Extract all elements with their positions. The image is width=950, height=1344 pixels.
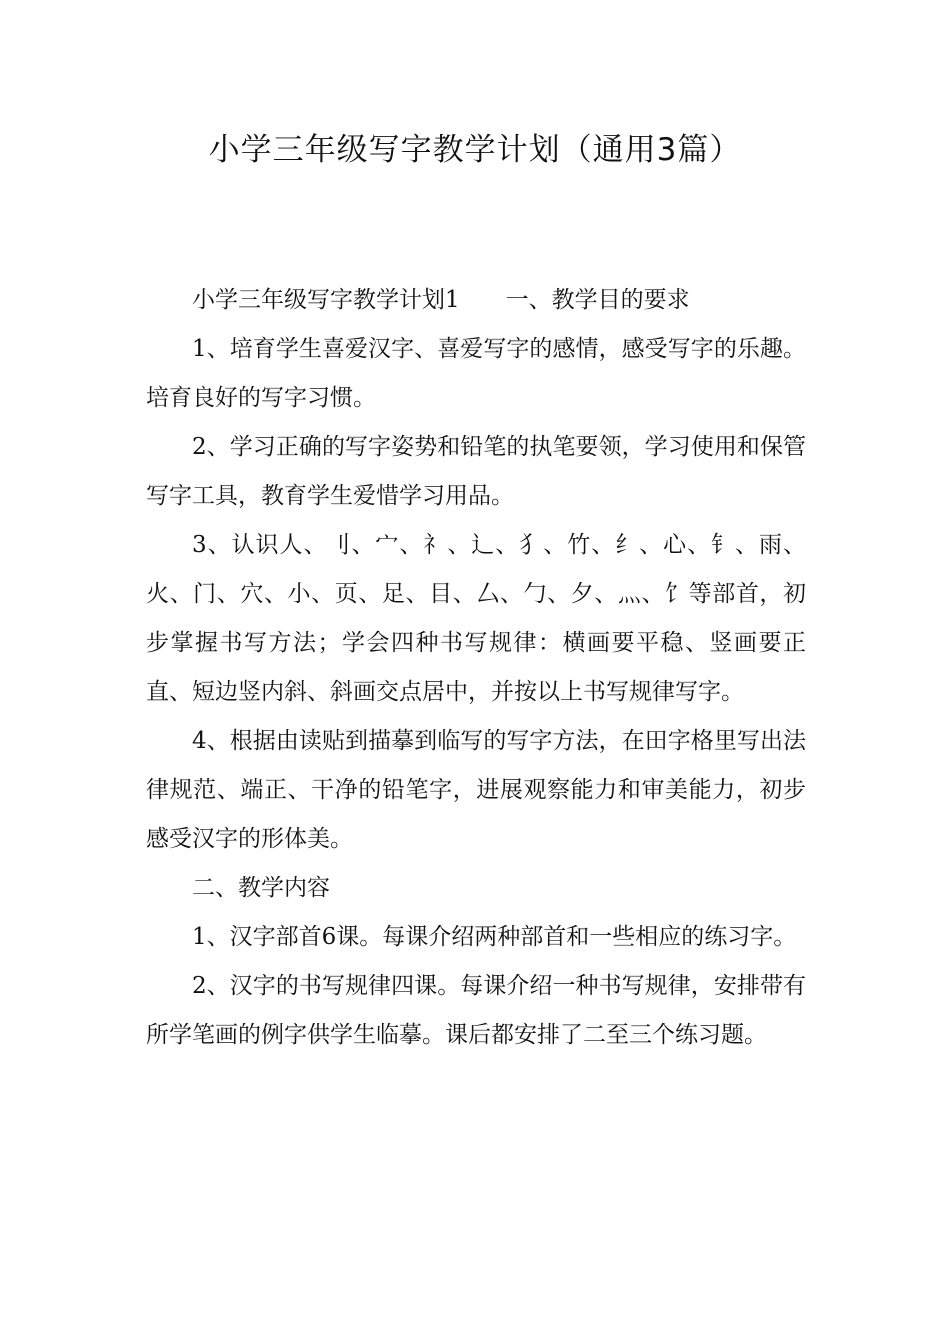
paragraph-content-1: 1、汉字部首6课。每课介绍两种部首和一些相应的练习字。	[192, 924, 797, 950]
document-body	[146, 276, 806, 1060]
paragraph-heading-1: 小学三年级写字教学计划1 一、教学目的要求	[192, 287, 690, 313]
paragraph-goal-2: 2、学习正确的写字姿势和铅笔的执笔要领，学习使用和保管写字工具，教育学生爱惜学习用品。	[146, 434, 806, 509]
paragraph-goal-1: 1、培育学生喜爱汉字、喜爱写字的感情，感受写字的乐趣。培育良好的写字习惯。	[146, 336, 806, 411]
paragraph-content-2: 2、汉字的书写规律四课。每课介绍一种书写规律，安排带有所学笔画的例字供学生临摹。课后都安排了二至三个练习题。	[146, 973, 806, 1048]
document-title: 小学三年级写字教学计划（通用3篇）	[208, 132, 742, 168]
paragraph-goal-3: 3、认识人、刂、宀、礻、辶、犭、竹、纟、心、钅、雨、火、门、穴、小、页、足、目、厶、勹、夕、灬、饣等部首，初步掌握书写方法；学会四种书写规律：横画要平稳、竖画要正直、短边竖内斜、斜画交点居中，并按以上书写规律写字。	[146, 532, 806, 705]
paragraph-goal-4: 4、根据由读贴到描摹到临写的写字方法，在田字格里写出法律规范、端正、干净的铅笔字，进展观察能力和审美能力，初步感受汉字的形体美。	[146, 728, 806, 852]
section-heading-content: 二、教学内容	[192, 875, 330, 901]
